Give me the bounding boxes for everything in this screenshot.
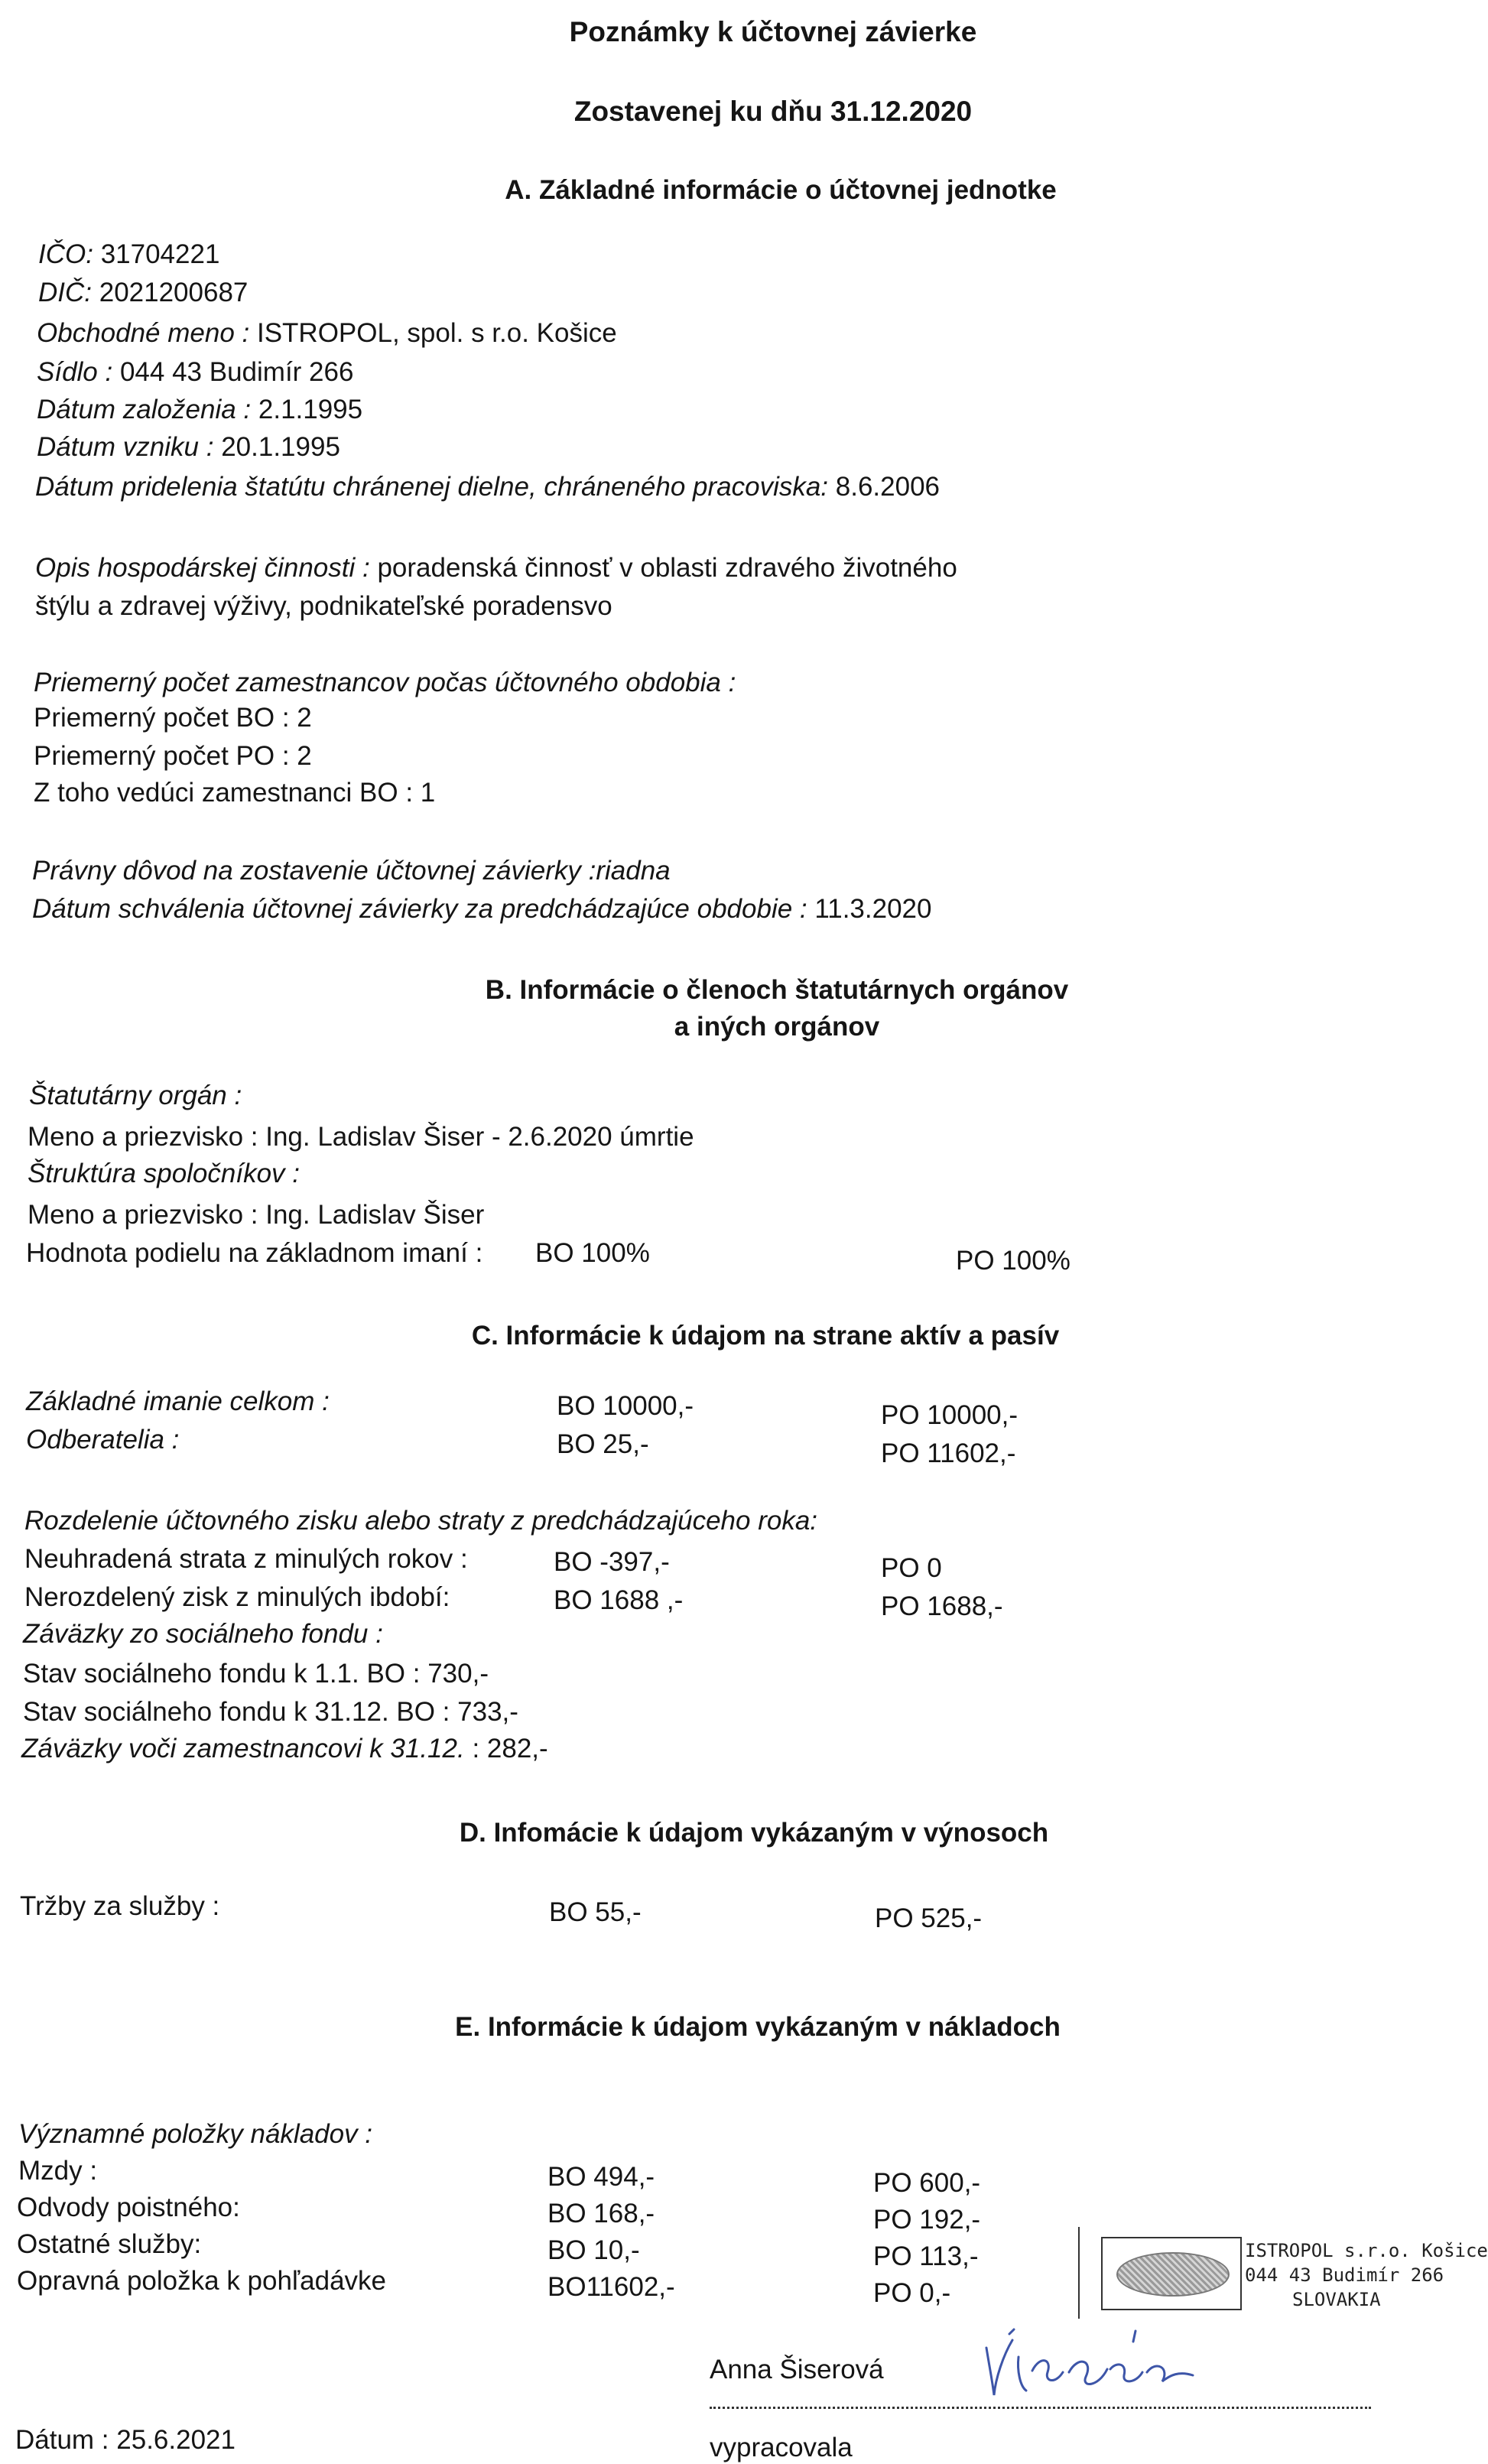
signature-line — [710, 2407, 1371, 2409]
stamp-logo-icon — [1116, 2252, 1230, 2297]
share-bo: BO 100% — [535, 1238, 650, 1268]
stamp-line-1: ISTROPOL s.r.o. Košice — [1245, 2240, 1488, 2261]
cost-items-label: Významné položky nákladov : — [18, 2119, 373, 2149]
section-e-heading: E. Informácie k údajom vykázaným v nákladoch — [455, 2012, 1061, 2042]
wages-label: Mzdy : — [18, 2156, 98, 2186]
activity-line: Opis hospodárskej činnosti : poradenská činnosť v oblasti zdravého životného — [35, 553, 957, 583]
profit-po: PO 1688,- — [881, 1591, 1003, 1621]
customers-po: PO 11602,- — [881, 1438, 1016, 1468]
section-b-heading: B. Informácie o členoch štatutárnych orgánov — [485, 975, 1069, 1005]
origin-line: Dátum vzniku : 20.1.1995 — [37, 432, 340, 462]
loss-bo: BO -397,- — [554, 1547, 670, 1577]
partner-name: Meno a priezvisko : Ing. Ladislav Šiser — [28, 1200, 485, 1230]
statutory-name: Meno a priezvisko : Ing. Ladislav Šiser - 2.6.2020 úmrtie — [28, 1122, 694, 1152]
customers-label: Odberatelia : — [26, 1425, 180, 1455]
managers-line: Z toho vedúci zamestnanci BO : 1 — [34, 778, 436, 808]
statutory-label: Štatutárny orgán : — [29, 1081, 242, 1110]
document-title: Poznámky k účtovnej závierke — [569, 16, 977, 47]
profit-label: Nerozdelený zisk z minulých ibdobí: — [24, 1582, 450, 1612]
services-po: PO 113,- — [873, 2241, 979, 2271]
share-label: Hodnota podielu na základnom imaní : — [26, 1238, 483, 1268]
insurance-label: Odvody poistného: — [17, 2193, 240, 2222]
stamp-line-3: SLOVAKIA — [1292, 2289, 1381, 2310]
services-label: Ostatné služby: — [17, 2229, 202, 2259]
insurance-po: PO 192,- — [873, 2205, 981, 2235]
preparer-role: vypracovala — [710, 2433, 853, 2462]
approval-line: Dátum schválenia účtovnej závierky za predchádzajúce obdobie : 11.3.2020 — [32, 894, 932, 924]
stamp-divider — [1078, 2227, 1080, 2319]
customers-bo: BO 25,- — [557, 1429, 649, 1459]
capital-po: PO 10000,- — [881, 1400, 1018, 1430]
distribution-label: Rozdelenie účtovného zisku alebo straty z predchádzajúceho roka: — [24, 1506, 818, 1536]
company-stamp — [1101, 2237, 1242, 2310]
company-name-line: Obchodné meno : ISTROPOL, spol. s r.o. Košice — [37, 318, 617, 348]
preparer-name: Anna Šiserová — [710, 2355, 884, 2384]
wages-bo: BO 494,- — [547, 2162, 655, 2192]
section-c-heading: C. Informácie k údajom na strane aktív a pasív — [471, 1321, 1060, 1351]
social-fund-end: Stav sociálneho fondu k 31.12. BO : 733,- — [23, 1697, 518, 1727]
insurance-bo: BO 168,- — [547, 2199, 655, 2228]
loss-po: PO 0 — [881, 1553, 942, 1583]
capital-label: Základné imanie celkom : — [26, 1386, 330, 1416]
employee-liabilities: Záväzky voči zamestnancovi k 31.12. : 282,- — [21, 1734, 548, 1763]
revenue-label: Tržby za služby : — [20, 1891, 220, 1921]
section-d-heading: D. Infomácie k údajom vykázaným v výnosoch — [459, 1818, 1049, 1848]
section-b-heading-2: a iných orgánov — [674, 1012, 880, 1042]
founded-line: Dátum založenia : 2.1.1995 — [37, 395, 363, 424]
provision-label: Opravná položka k pohľadávke — [17, 2266, 387, 2296]
capital-bo: BO 10000,- — [557, 1391, 694, 1421]
social-fund-label: Záväzky zo sociálneho fondu : — [23, 1619, 383, 1649]
share-po: PO 100% — [956, 1246, 1071, 1276]
status-line: Dátum pridelenia štatútu chránenej dielne, chráneného pracoviska: 8.6.2006 — [35, 472, 941, 502]
handwritten-signature — [979, 2325, 1231, 2409]
loss-label: Neuhradená strata z minulých rokov : — [24, 1544, 468, 1574]
employees-po: Priemerný počet PO : 2 — [34, 741, 312, 771]
wages-po: PO 600,- — [873, 2168, 981, 2198]
employees-bo: Priemerný počet BO : 2 — [34, 703, 312, 733]
revenue-bo: BO 55,- — [549, 1897, 642, 1927]
profit-bo: BO 1688 ,- — [554, 1585, 684, 1615]
reason-line: Právny dôvod na zostavenie účtovnej závierky :riadna — [32, 856, 671, 886]
stamp-line-2: 044 43 Budimír 266 — [1245, 2264, 1444, 2286]
provision-bo: BO11602,- — [547, 2272, 675, 2302]
services-bo: BO 10,- — [547, 2235, 640, 2265]
document-subtitle: Zostavenej ku dňu 31.12.2020 — [573, 96, 973, 127]
partners-label: Štruktúra spoločníkov : — [28, 1159, 300, 1188]
seat-line: Sídlo : 044 43 Budimír 266 — [37, 357, 354, 387]
provision-po: PO 0,- — [873, 2278, 951, 2308]
section-a-heading: A. Základné informácie o účtovnej jednotke — [505, 175, 1057, 205]
revenue-po: PO 525,- — [875, 1903, 983, 1933]
dic-line: DIČ: 2021200687 — [38, 278, 249, 307]
social-fund-start: Stav sociálneho fondu k 1.1. BO : 730,- — [23, 1659, 489, 1689]
activity-line-2: štýlu a zdravej výživy, podnikateľské poradensvo — [35, 591, 612, 621]
ico-line: IČO: 31704221 — [38, 239, 220, 269]
footer-date: Dátum : 25.6.2021 — [15, 2425, 236, 2455]
employees-label: Priemerný počet zamestnancov počas účtovného obdobia : — [34, 668, 736, 697]
